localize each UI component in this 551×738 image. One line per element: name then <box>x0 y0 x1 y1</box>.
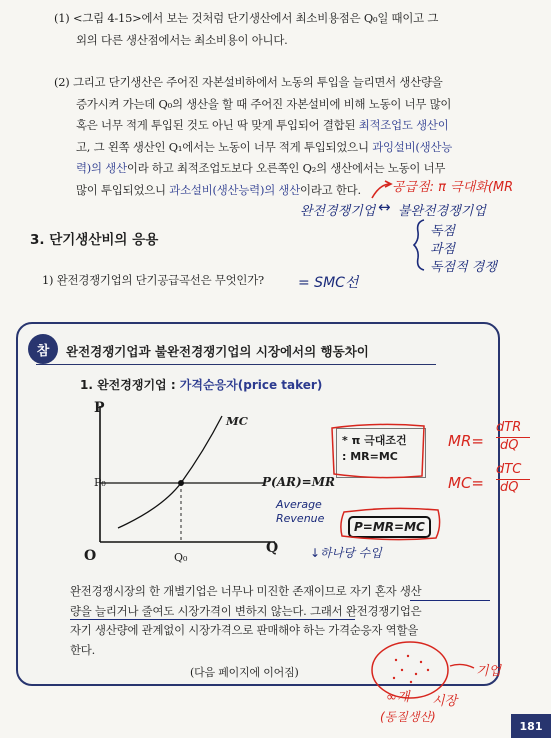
para2-line3 <box>54 115 452 137</box>
origin-label: O <box>84 548 97 564</box>
para2-line4 <box>54 137 452 159</box>
mc-label: MC <box>226 414 248 428</box>
p0-label: P₀ <box>94 476 106 489</box>
hand-mr-eq: MR= <box>448 432 484 450</box>
under-capacity-text: 과소설비(생산능력)의 생산 <box>169 182 301 197</box>
hand-list-oligopoly: 과점 <box>430 242 456 257</box>
hand-perfect-firm: 완전경쟁기업 <box>300 204 376 219</box>
equilibrium-point <box>178 480 184 486</box>
hand-boxed-pmrmc: P=MR=MC <box>348 516 431 538</box>
para1-line2: 외의 다른 생산점에서는 최소비용이 아니다. <box>76 32 288 47</box>
hand-count-label: ∞개 <box>386 690 410 705</box>
page-number <box>511 714 551 738</box>
box-subtitle-value: 가격순응자(price taker) <box>179 378 323 392</box>
para2-line1: (2) 그리고 단기생산은 주어진 자본설비하에서 노동의 투입을 늘리면서 생산량을 <box>54 75 443 89</box>
hand-arrow-between: ↔ <box>378 198 391 216</box>
box-body-line4: 한다. <box>70 642 96 657</box>
para2-line4-a: 고, 그 왼쪽 생산인 Q₁에서는 노동이 너무 적게 투입되었으니 <box>76 139 373 154</box>
hand-mr-frac-bot: dQ <box>500 438 519 453</box>
box-subtitle <box>80 376 322 393</box>
section-title: 3. 단기생산비의 응용 <box>30 232 159 248</box>
para2-line3-a: 혹은 너무 적게 투입된 것도 아닌 딱 맞게 투입되어 결합된 <box>76 118 359 132</box>
box-subtitle-label: 1. 완전경쟁기업 : <box>80 378 180 392</box>
red-outline-condition <box>328 422 428 482</box>
hand-mc-eq: MC= <box>448 474 484 492</box>
box-badge-label: 참 <box>36 343 50 359</box>
para2-line2: 증가시켜 가는데 Q₀의 생산을 할 때 주어진 자본설비에 비해 노동이 너무 많이 <box>76 96 452 111</box>
para1-line1: (1) <그림 4-15>에서 보는 것처럼 단기생산에서 최소비용점은 Q₀일 때이고 그 <box>54 11 439 25</box>
hand-homogeneous-label: (동질생산) <box>380 710 436 724</box>
para2-line6-c: 이라고 한다. <box>300 182 361 197</box>
hand-imperfect-firm: 불완전경쟁기업 <box>398 204 486 219</box>
hand-monopoly-note: 공급점: π 극대화(MR <box>392 180 514 195</box>
hand-avg-revenue-1: Average <box>276 498 322 511</box>
hand-bracket <box>412 218 428 272</box>
box-title: 완전경쟁기업과 불완전경쟁기업의 시장에서의 행동차이 <box>66 344 369 359</box>
hand-mc-frac-bot: dQ <box>500 480 519 495</box>
red-outline-pmrmc <box>338 504 444 544</box>
optimal-operation-text: 최적조업도 생산이 <box>358 118 449 132</box>
x-axis-label: Q <box>266 540 279 556</box>
hand-per-unit-revenue: ↓하나당 수입 <box>310 546 382 560</box>
excess-capacity-text-2: 력)의 생산 <box>76 161 127 175</box>
q0-label: Q₀ <box>174 551 188 564</box>
box-body-line2: 량을 늘리거나 줄여도 시장가격이 변하지 않는다. 그래서 완전경쟁기업은 <box>70 603 422 618</box>
hand-list-monopoly: 독점 <box>430 224 456 239</box>
section-question: 1) 완전경쟁기업의 단기공급곡선은 무엇인가? <box>42 273 264 287</box>
mc-curve <box>118 416 222 528</box>
box-body-line1: 완전경쟁시장의 한 개별기업은 너무나 미진한 존재이므로 자기 혼자 생산 <box>70 584 422 598</box>
para2-line6-a: 많이 투입되었으니 <box>76 182 170 197</box>
hand-avg-revenue-2: Revenue <box>276 512 325 525</box>
hand-answer: = SMC선 <box>298 275 359 291</box>
hand-mr-frac-top: dTR <box>496 420 522 435</box>
box-badge <box>28 334 58 364</box>
box-underline-2 <box>70 619 355 620</box>
box-underline-1 <box>410 600 490 601</box>
hand-market-label: 시장 <box>432 694 458 709</box>
box-body-line3: 자기 생산량에 관계없이 시장가격으로 판매해야 하는 가격순응자 역할을 <box>70 623 419 637</box>
excess-capacity-text: 과잉설비(생산능 <box>372 139 453 154</box>
demand-label: P(AR)=MR <box>262 475 335 489</box>
hand-list-monopolistic: 독점적 경쟁 <box>430 260 497 275</box>
y-axis-label: P <box>94 400 105 416</box>
box-title-underline <box>36 364 436 365</box>
condition-formula: : MR=MC <box>342 450 398 463</box>
hand-firm-label: 기업 <box>476 664 502 679</box>
condition-title: * π 극대조건 <box>342 434 407 447</box>
hand-firm-arrow <box>448 660 478 676</box>
hand-mc-frac-top: dTC <box>496 462 522 477</box>
paragraph-1 <box>54 8 438 51</box>
para2-line5-b: 이라 하고 최적조업도보다 오른쪽인 Q₂의 생산에서는 노동이 너무 <box>126 161 446 175</box>
page-number-value: 181 <box>519 719 543 733</box>
box-continued: (다음 페이지에 이어짐) <box>190 666 299 679</box>
